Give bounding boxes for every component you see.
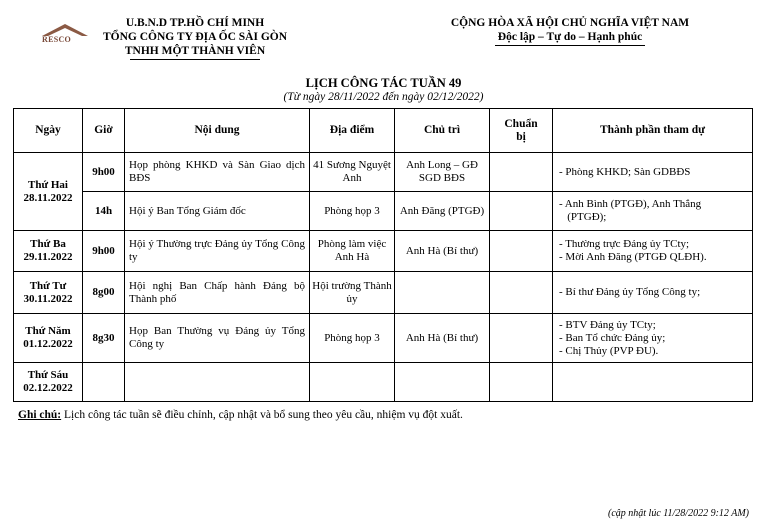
place-cell: 41 Sương Nguyệt Anh (310, 153, 395, 192)
col-header-time: Giờ (83, 109, 125, 153)
content-cell: Hội ý Ban Tổng Giám đốc (125, 192, 310, 231)
day-name: Thứ Hai (28, 178, 68, 191)
prep-cell (490, 272, 553, 314)
day-cell (14, 153, 83, 231)
host-cell (395, 272, 490, 314)
logo-text: RESCO (42, 35, 72, 44)
day-date: 01.12.2022 (23, 338, 73, 350)
day-cell (14, 314, 83, 363)
attendees-cell (553, 153, 753, 192)
prep-cell (490, 231, 553, 272)
prep-cell (490, 192, 553, 231)
document-title: LỊCH CÔNG TÁC TUẦN 49 (305, 76, 462, 90)
attendees-cell (553, 231, 753, 272)
time-cell: 8g00 (83, 272, 125, 314)
attendee-line: - Thường trực Đảng ủy TCty; (559, 238, 690, 250)
prep-cell (490, 314, 553, 363)
org-line-2: TỔNG CÔNG TY ĐỊA ỐC SÀI GÒN (102, 31, 288, 43)
table-row (14, 231, 753, 272)
day-name: Thứ Tư (29, 279, 67, 292)
attendee-line: - Mời Anh Đăng (PTGĐ QLĐH). (559, 251, 707, 263)
table-row (14, 153, 753, 192)
host-cell: Anh Hà (Bí thư) (395, 231, 490, 272)
org-line-1: U.B.N.D TP.HỒ CHÍ MINH (125, 17, 265, 29)
organization-header (90, 16, 300, 60)
attendee-line: (PTGĐ); (559, 211, 607, 223)
content-cell: Họp phòng KHKD và Sàn Giao dịch BĐS (125, 153, 310, 192)
content-cell: Hội nghị Ban Chấp hành Đảng bộ Thành phố (125, 272, 310, 314)
attendees-cell (553, 314, 753, 363)
day-date: 02.12.2022 (23, 382, 73, 394)
day-cell (14, 231, 83, 272)
attendee-line: - BTV Đảng ủy TCty; (559, 318, 656, 331)
table-header-row (14, 109, 753, 153)
col-header-attendees: Thành phần tham dự (553, 109, 753, 153)
host-cell (395, 363, 490, 402)
col-header-content: Nội dung (125, 109, 310, 153)
table-row (14, 272, 753, 314)
attendee-line: - Bí thư Đảng ủy Tổng Công ty; (559, 286, 701, 298)
attendees-cell (553, 192, 753, 231)
col-header-day: Ngày (14, 109, 83, 153)
org-divider (130, 59, 260, 60)
schedule-table (13, 108, 753, 402)
attendee-line: - Phòng KHKD; Sàn GDBĐS (559, 165, 691, 178)
place-cell (310, 363, 395, 402)
day-date: 28.11.2022 (23, 191, 73, 204)
attendee-line: - Ban Tổ chức Đảng ủy; (559, 331, 666, 344)
content-cell: Hội ý Thường trực Đảng ủy Tổng Công ty (125, 231, 310, 272)
day-name: Thứ Sáu (27, 369, 69, 381)
day-cell (14, 363, 83, 402)
time-cell: 9h00 (83, 231, 125, 272)
national-divider (495, 45, 645, 46)
national-header (410, 16, 730, 46)
table-row (14, 192, 753, 231)
time-cell (83, 363, 125, 402)
org-line-3: TNHH MỘT THÀNH VIÊN (124, 45, 266, 57)
footnote (18, 409, 463, 421)
col-header-host: Chủ trì (395, 109, 490, 153)
place-cell: Hội trường Thành ủy (310, 272, 395, 314)
table-row (14, 314, 753, 363)
national-line-1: CỘNG HÒA XÃ HỘI CHỦ NGHĨA VIỆT NAM (450, 17, 690, 29)
national-motto: Độc lập – Tự do – Hạnh phúc (497, 31, 643, 43)
day-date: 30.11.2022 (23, 292, 73, 305)
prep-cell (490, 153, 553, 192)
footnote-label: Ghi chú: (18, 409, 62, 421)
day-date: 29.11.2022 (23, 251, 73, 263)
col-header-prep: Chuẩn bị (490, 109, 553, 153)
prep-cell (490, 363, 553, 402)
attendees-cell (553, 363, 753, 402)
document-subtitle: (Từ ngày 28/11/2022 đến ngày 02/12/2022) (283, 91, 484, 103)
day-name: Thứ Năm (25, 325, 71, 337)
content-cell: Họp Ban Thường vụ Đảng ủy Tổng Công ty (125, 314, 310, 363)
content-cell (125, 363, 310, 402)
host-cell: Anh Đăng (PTGĐ) (395, 192, 490, 231)
time-cell: 14h (83, 192, 125, 231)
last-updated: (cập nhật lúc 11/28/2022 9:12 AM) (608, 508, 749, 519)
attendee-line: - Chị Thủy (PVP ĐU). (559, 344, 659, 357)
time-cell: 9h00 (83, 153, 125, 192)
place-cell: Phòng làm việc Anh Hà (310, 231, 395, 272)
host-cell: Anh Hà (Bí thư) (395, 314, 490, 363)
day-name: Thứ Ba (30, 238, 66, 250)
place-cell: Phòng họp 3 (310, 314, 395, 363)
day-cell (14, 272, 83, 314)
attendees-cell (553, 272, 753, 314)
host-cell: Anh Long – GĐ SGD BĐS (395, 153, 490, 192)
time-cell: 8g30 (83, 314, 125, 363)
footnote-text: Lịch công tác tuần sẽ điều chỉnh, cập nhật và bổ sung theo yêu cầu, nhiệm vụ đột xuất. (61, 409, 463, 421)
attendee-line: - Anh Bình (PTGĐ), Anh Thắng (559, 198, 702, 210)
place-cell: Phòng họp 3 (310, 192, 395, 231)
col-header-place: Địa điểm (310, 109, 395, 153)
table-row (14, 363, 753, 402)
